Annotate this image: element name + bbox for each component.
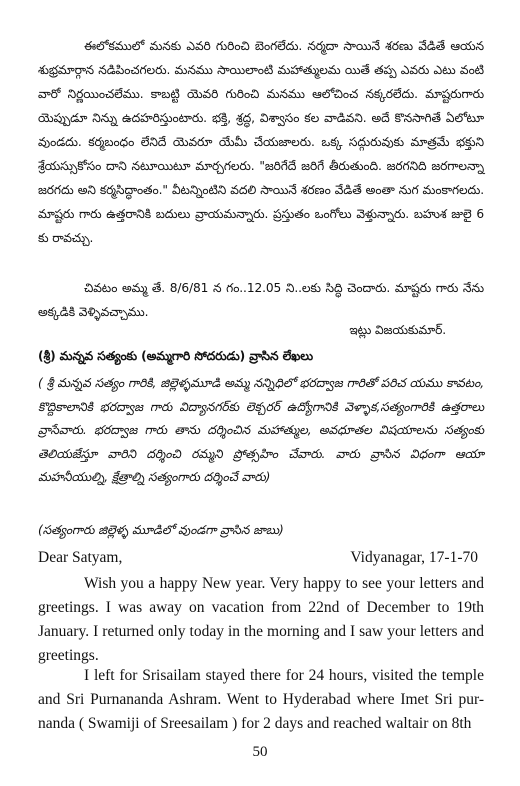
- telugu-paragraph-1: ఈలోకములో మనకు ఎవరి గురించి బెంగలేదు. నర్మదా సాయినే శరణు వేడితే ఆయన శుభ్రమార్గాన నడిపించగలరు. మనము సాయిలాంటి మహాత్ములమ యితే తప్ప ఎవరు ఎటు వంటి వారో నిర్ణయించలేము. కాబట్టి యెవరి గురించి మనము ఆలోచించ నక్కరలేదు. మాష్టరుగారు యెప్పుడూ నిన్ను ఉదహరిస్తుంటారు. భక్తి, శ్రద్ధ, విశ్వాసం కల వాడివని. అదే కొనసాగితే ఏలోటూ వుండదు. కర్మబంధం లేనిదే యెవరూ యేమీ చేయజాలరు. ఒక్క సద్గురువుకు మాత్రమే భక్తుని శ్రేయస్సుకోసం దాని నటూయిటూ మార్చగలరు. "జరిగేదే జరిగే తీరుతుంది. జరగనిది జరగాలన్నా జరగదు అని కర్మసిద్ధాంతం." వీటన్నింటిని వదలి సాయినే శరణం వేడితే అంతా నుగ మంకాగలదు. మాష్టరు గారు ఉత్తరానికి బదులు వ్రాయమన్నారు. ప్రస్తుతం ఒంగోలు వెళ్తున్నారు. బహుశ జులై 6 కు రావచ్చు.: [38, 39, 484, 245]
- letter-paragraph-2: I left for Srisailam stayed there for 24 hours, visited the temple and Sri Purnananda Ashram. Went to Hyderabad where Imet Sri pur-nanda ( Swamiji of Sreesailam ) for 2 days and reached waltair on 8th: [38, 667, 484, 732]
- letter-note-block: [38, 518, 484, 542]
- signature: ఇట్లు విజయకుమార్.: [349, 323, 446, 337]
- italic-intro-block: [38, 372, 484, 490]
- signature-block: [38, 318, 484, 342]
- italic-intro: ( శ్రీ మన్నవ సత్యం గారికి, జిల్లెళ్ళమూడి అమ్మ నన్నిధిలో భరద్వాజ గారితో పరిచ యము కావటం, కొద్దికాలానికి భరద్వాజ గారు విద్యానగర్‌కు లెక్చరర్ ఉద్యోగానికి వెళ్ళాక,సత్యంగారికి ఉత్తరాలు వ్రాసేవారు. భరద్వాజ గారు తాను దర్శించిన మహాత్ముల, అవధూతల విషయాలను సత్యంకు తెలియజేస్తూ వారిని దర్శించి రమ్మని ప్రోత్సహిం చేవారు. వారు వ్రాసిన విధంగా ఆయా మహనీయుల్ని, క్షేత్రాల్ని సత్యంగారు దర్శించే వారు): [38, 376, 484, 484]
- letter-note: (సత్యంగారు జిల్లెళ్ళ మూడిలో వుండగా వ్రాసిన జాబు): [38, 523, 284, 537]
- letter-salutation: Dear Satyam,: [38, 549, 123, 566]
- section-heading-block: [38, 344, 484, 368]
- letter-header: [38, 546, 484, 570]
- telugu-paragraph-1-block: [38, 34, 484, 250]
- letter-paragraph-1-block: [38, 572, 484, 668]
- telugu-paragraph-2-block: [38, 276, 484, 324]
- telugu-paragraph-2: చివటం అమ్మ తే. 8/6/81 న గం..12.05 ని..లకు సిద్ధి చెందారు. మాష్టరు గారు నేను అక్కడికి వెళ్ళివచ్చాము.: [38, 281, 484, 319]
- letter-paragraph-2-block: [38, 664, 484, 736]
- letter-place-date: Vidyanagar, 17-1-70: [350, 549, 478, 566]
- page-number: 50: [252, 744, 268, 760]
- section-heading: (శ్రీ) మన్నవ సత్యంకు (అమ్మగారి సోదరుడు) వ్రాసిన లేఖలు: [38, 349, 313, 363]
- letter-paragraph-1: Wish you a happy New year. Very happy to see your letters and greetings. I was away on vacation from 22nd of December to 19th January. I returned only today in the morning and I saw your letters and greetings.: [38, 575, 484, 664]
